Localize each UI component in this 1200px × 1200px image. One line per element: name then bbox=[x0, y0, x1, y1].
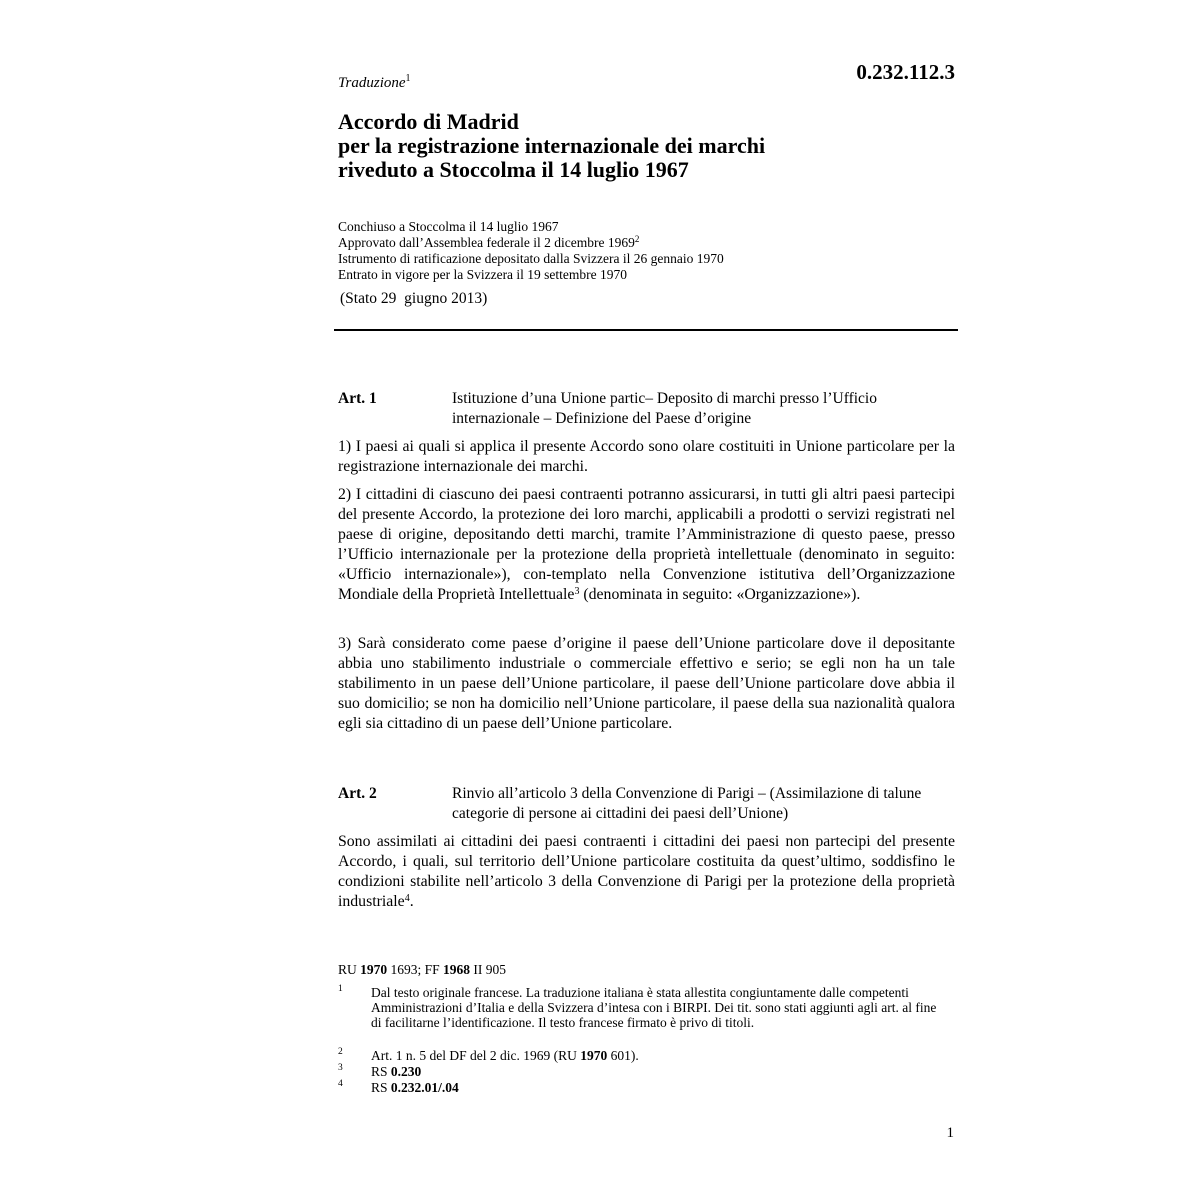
page-number: 1 bbox=[946, 1125, 954, 1141]
source-reference: RU 1970 1693; FF 1968 II 905 bbox=[338, 962, 507, 977]
footnote-number: 1 bbox=[338, 984, 343, 994]
article-1-paragraph-2: 2) I cittadini di ciascuno dei paesi contraenti potranno assicurarsi, in tutti gli altri paesi partecipi del presente Accordo, la protezione dei loro marchi, applicabili a prodotti o servizi registrati nel paese di origine, depositando detti marchi, tramite l’Amministrazione di questo paese, presso l’Ufficio internazionale per la protezione della proprietà intellettuale (denominato in seguito: «Ufficio internazionale»), con-templato nella Convenzione istitutiva dell’Organizzazione Mondiale della Proprietà Intellettuale$^3$ (denominata in seguito: «Organizzazione»). bbox=[338, 486, 955, 603]
article-title: Rinvio all’articolo 3 della Convenzione di Parigi – (Assimilazione di talune categorie di persone ai cittadini dei paesi dell’Unione) bbox=[452, 785, 922, 822]
article-2-heading bbox=[338, 784, 956, 824]
article-label: Art. 2 bbox=[338, 785, 377, 802]
article-label: Art. 1 bbox=[338, 390, 377, 407]
footnote-ref[interactable]: 1 bbox=[405, 73, 411, 84]
footnote-text: RS 0.232.01/.04 bbox=[371, 1080, 459, 1095]
footnote-text: RS 0.230 bbox=[371, 1064, 422, 1079]
sr-number: 0.232.112.3 bbox=[856, 60, 955, 84]
in-force-date: Entrato in vigore per la Svizzera il 19 settembre 1970 bbox=[338, 267, 628, 282]
footnote-number: 3 bbox=[338, 1063, 343, 1073]
article-1-heading bbox=[338, 389, 956, 429]
concluded-date: Conchiuso a Stoccolma il 14 luglio 1967 bbox=[338, 219, 559, 234]
footnote-4 bbox=[338, 1080, 948, 1095]
footnote-number: 4 bbox=[338, 1079, 343, 1089]
article-title: Istituzione d’una Unione partic– Deposito di marchi presso l’Ufficio internazionale – Definizione del Paese d’origine bbox=[452, 390, 877, 427]
treaty-metadata bbox=[338, 219, 724, 283]
footnote-ref[interactable]: 2 bbox=[634, 234, 640, 244]
page-title: Accordo di Madrid per la registrazione internazionale dei marchi riveduto a Stoccolma il 14 luglio 1967 bbox=[338, 109, 766, 182]
article-2-paragraph-1: Sono assimilati ai cittadini dei paesi contraenti i cittadini dei paesi non partecipi del presente Accordo, i quali, sul territorio dell’Unione particolare costituita da quest’ultimo, soddisfino le condizioni stabilite nell’articolo 3 della Convenzione di Parigi per la protezione della proprietà industriale$^4$. bbox=[338, 833, 955, 910]
ratification-date: Istrumento di ratificazione depositato dalla Svizzera il 26 gennaio 1970 bbox=[338, 251, 724, 266]
approved-date: Approvato dall’Assemblea federale il 2 dicembre 1969$^2$ bbox=[338, 234, 640, 250]
status-date: (Stato 29 giugno 2013) bbox=[340, 290, 488, 307]
footnote-ref[interactable]: 4 bbox=[404, 893, 410, 904]
header-divider bbox=[334, 329, 958, 331]
footnote-2 bbox=[338, 1048, 948, 1063]
footnote-text: Dal testo originale francese. La traduzione italiana è stata allestita congiuntamente dalle competenti Amministrazioni d’Italia e della Svizzera d’intesa con i BIRPI. Dei tit. sono stati aggiunti agli art. al fine di facilitarne l’identificazione. Il testo francese firmato è privo di titoli. bbox=[371, 985, 937, 1030]
article-1-paragraph-3: 3) Sarà considerato come paese d’origine il paese dell’Unione particolare dove il depositante abbia uno stabilimento industriale o commerciale effettivo e serio; se egli non ha un tale stabilimento in un paese dell’Unione particolare, il paese dell’Unione particolare dove abbia il suo domicilio; se non ha domicilio nell’Unione particolare, il paese della sua nazionalità qualora egli sia cittadino di un paese dell’Unione particolare. bbox=[338, 635, 955, 732]
footnote-number: 2 bbox=[338, 1047, 343, 1057]
footnote-1 bbox=[338, 985, 948, 1030]
footnote-text: Art. 1 n. 5 del DF del 2 dic. 1969 (RU 1970 601). bbox=[371, 1048, 639, 1063]
article-1-paragraph-1: 1) I paesi ai quali si applica il presente Accordo sono olare costituiti in Unione particolare per la registrazione internazionale dei marchi. bbox=[338, 438, 955, 475]
footnote-3 bbox=[338, 1064, 948, 1079]
translation-label: Traduzione$^1$ bbox=[338, 73, 411, 91]
footnote-ref[interactable]: 3 bbox=[574, 586, 580, 597]
